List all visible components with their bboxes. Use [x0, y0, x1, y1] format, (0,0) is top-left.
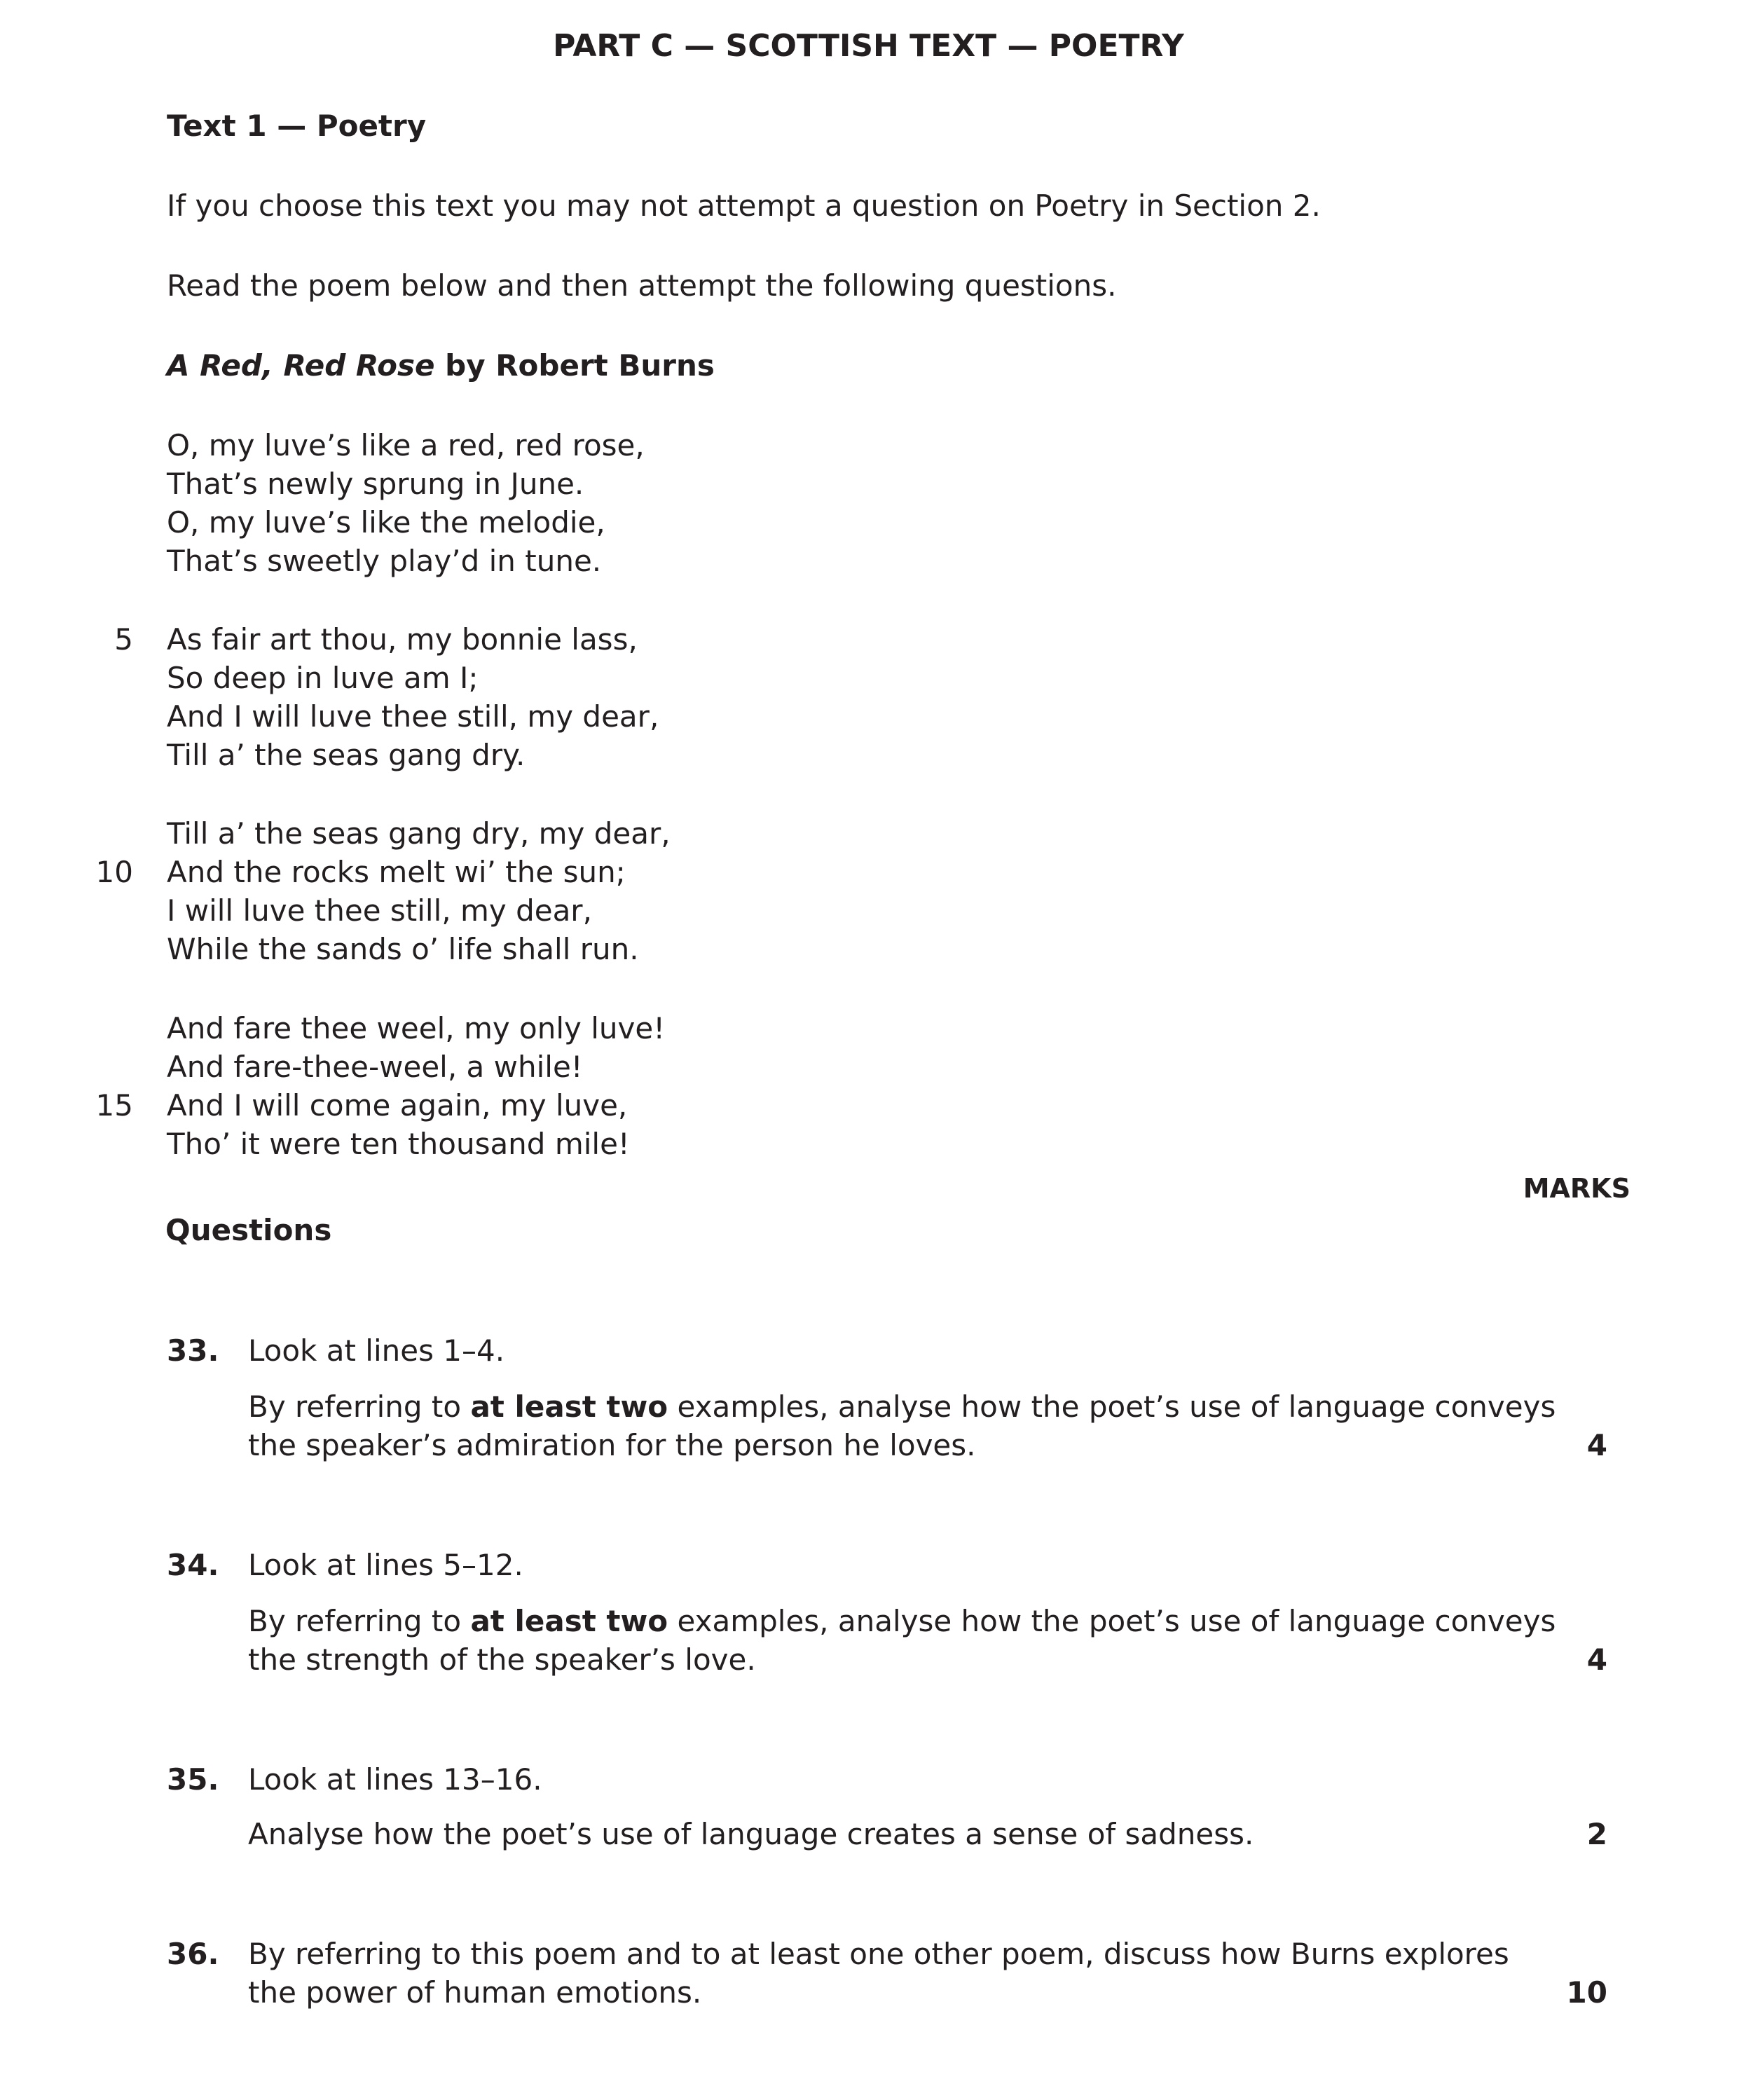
question-36-text-line-1: By referring to this poem and to at least one other poem, discuss how Burns explores: [248, 1937, 1509, 1971]
poem-line-16: Tho’ it were ten thousand mile!: [167, 1127, 630, 1161]
question-34-prompt: Look at lines 5–12.: [248, 1548, 523, 1582]
poem-line-10: And the rocks melt wi’ the sun;: [167, 855, 626, 889]
poem-line-8: Till a’ the seas gang dry.: [167, 738, 526, 772]
poem-line-15: And I will come again, my luve,: [167, 1088, 628, 1123]
line-number-15: 15: [95, 1088, 133, 1123]
question-33-text-line-1: [248, 1387, 1556, 1427]
poem-line-11: I will luve thee still, my dear,: [167, 893, 592, 928]
question-33-number: 33.: [167, 1333, 219, 1368]
poem-line-14: And fare-thee-weel, a while!: [167, 1050, 583, 1084]
question-34-number: 34.: [167, 1548, 219, 1582]
poem-line-9: Till a’ the seas gang dry, my dear,: [167, 816, 671, 851]
question-34-marks: 4: [1586, 1642, 1607, 1677]
question-33-text-rest: examples, analyse how the poet’s use of language conveys: [668, 1389, 1556, 1424]
poem-line-12: While the sands o’ life shall run.: [167, 932, 639, 966]
question-34-text-line-2: the strength of the speaker’s love.: [248, 1642, 756, 1677]
questions-heading: Questions: [165, 1213, 332, 1247]
poem-author: by Robert Burns: [434, 348, 715, 383]
question-35-number: 35.: [167, 1762, 219, 1797]
line-number-10: 10: [95, 855, 133, 889]
question-36-marks: 10: [1566, 1975, 1607, 2010]
question-33-text-start: By referring to: [248, 1389, 471, 1424]
poem-title-line: [167, 346, 715, 385]
question-36-number: 36.: [167, 1937, 219, 1971]
question-35-marks: 2: [1586, 1817, 1607, 1851]
question-36-text-line-2: the power of human emotions.: [248, 1975, 702, 2010]
poem-line-2: That’s newly sprung in June.: [167, 467, 584, 501]
question-35-text-line-1: Analyse how the poet’s use of language creates a sense of sadness.: [248, 1817, 1254, 1851]
question-35-prompt: Look at lines 13–16.: [248, 1762, 542, 1797]
poem-line-4: That’s sweetly play’d in tune.: [167, 544, 602, 578]
instruction-read-poem: Read the poem below and then attempt the following questions.: [167, 268, 1117, 303]
section-title: Text 1 — Poetry: [167, 109, 427, 143]
poem-title: A Red, Red Rose: [167, 348, 435, 383]
question-34-text-start: By referring to: [248, 1604, 471, 1638]
question-34-text-line-1: [248, 1602, 1556, 1641]
part-heading: PART C — SCOTTISH TEXT — POETRY: [553, 28, 1184, 64]
question-34-text-rest: examples, analyse how the poet’s use of language conveys: [668, 1604, 1556, 1638]
question-33-emphasis: at least two: [470, 1389, 668, 1424]
poem-line-3: O, my luve’s like the melodie,: [167, 505, 605, 540]
question-33-marks: 4: [1586, 1428, 1607, 1462]
instruction-choose-text: If you choose this text you may not attempt a question on Poetry in Section 2.: [167, 188, 1321, 223]
poem-line-13: And fare thee weel, my only luve!: [167, 1011, 666, 1045]
question-33-prompt: Look at lines 1–4.: [248, 1333, 505, 1368]
poem-line-1: O, my luve’s like a red, red rose,: [167, 428, 645, 462]
poem-line-5: As fair art thou, my bonnie lass,: [167, 622, 638, 657]
question-34-emphasis: at least two: [470, 1604, 668, 1638]
line-number-5: 5: [114, 622, 133, 657]
question-33-text-line-2: the speaker’s admiration for the person he loves.: [248, 1428, 976, 1462]
marks-column-heading: MARKS: [1523, 1173, 1630, 1204]
poem-line-6: So deep in luve am I;: [167, 661, 479, 695]
poem-line-7: And I will luve thee still, my dear,: [167, 699, 659, 734]
